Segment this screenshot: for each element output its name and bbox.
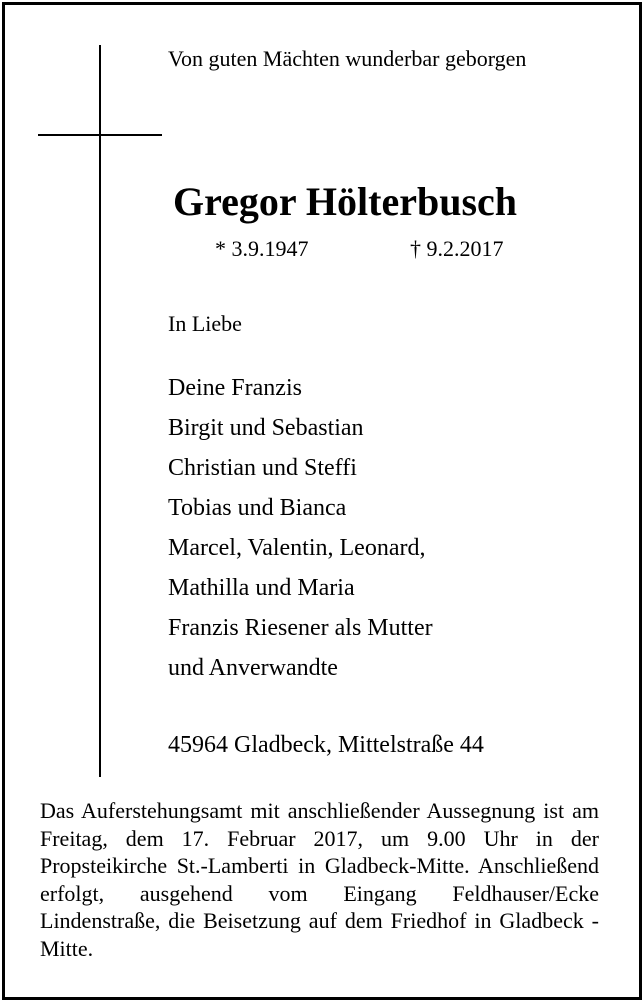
mourners-list [168,368,433,688]
birth-date: * 3.9.1947 [215,236,309,261]
list-item: Deine Franzis [168,375,302,401]
list-item: Franzis Riesener als Mutter [168,615,433,641]
cross-icon-horizontal [38,134,162,136]
family-address: 45964 Gladbeck, Mittelstraße 44 [168,732,484,758]
list-item: Tobias und Bianca [168,495,347,521]
list-item: und Anverwandte [168,655,338,681]
list-item: Christian und Steffi [168,455,357,481]
intro-text: In Liebe [168,311,242,336]
cross-icon-vertical [99,45,101,777]
motto: Von guten Mächten wunderbar geborgen [168,46,527,71]
list-item: Birgit und Sebastian [168,415,364,441]
list-item: Marcel, Valentin, Leonard, [168,535,426,561]
deceased-name: Gregor Hölterbusch [173,179,518,224]
death-date: † 9.2.2017 [410,236,504,261]
list-item: Mathilla und Maria [168,575,355,601]
funeral-notice: Das Auferstehungsamt mit anschließender Aussegnung ist am Freitag, dem 17. Februar 2017, um 9.00 Uhr in der Propsteikirche St.-Lamberti in Gladbeck-Mitte. Anschließend erfolgt, ausgehend vom Eingang Feldhauser/Ecke Lindenstraße, die Beisetzung auf dem Friedhof in Gladbeck - Mitte. [40,798,599,961]
